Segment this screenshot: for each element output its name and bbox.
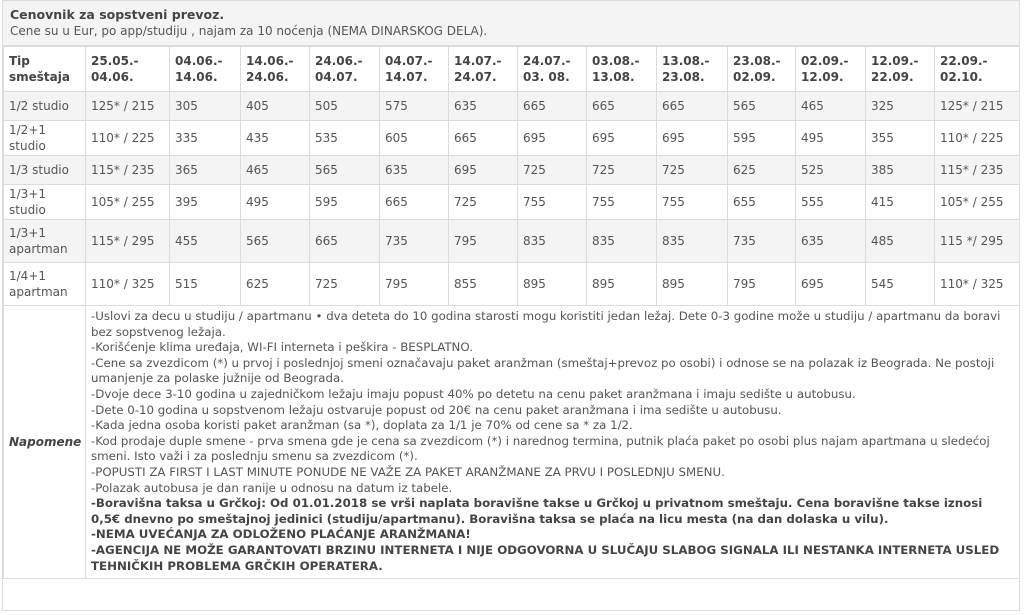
important-note-line: -AGENCIJA NE MOŽE GARANTOVATI BRZINU INTERNETA I NIJE ODGOVORNA U SLUČAJU SLABOG SIGNALA ILI NESTANKA INTERNETA USLED TEHNIČKIH PROBLEMA GRČKIH OPERATERA. — [91, 542, 1000, 573]
price-cell: 535 — [310, 121, 380, 156]
table-row — [4, 121, 1020, 156]
price-cell: 110* / 225 — [935, 121, 1020, 156]
period-header: 14.07.- 24.07. — [449, 47, 518, 92]
price-cell: 625 — [728, 156, 796, 185]
accommodation-type-cell: 1/3+1 studio — [4, 185, 86, 220]
note-line: -Dete 0-10 godina u sopstvenom ležaju ostvaruje popust od 20€ na cenu paket aranžmana i ima sedište u autobusu. — [91, 402, 782, 417]
price-cell: 415 — [866, 185, 935, 220]
price-cell: 525 — [796, 156, 866, 185]
period-header: 24.07.- 03. 08. — [518, 47, 587, 92]
price-cell: 115* / 295 — [86, 220, 170, 263]
price-cell: 695 — [449, 156, 518, 185]
price-cell: 725 — [587, 156, 657, 185]
price-cell: 405 — [241, 92, 310, 121]
notes-label: Napomene — [4, 306, 86, 579]
price-cell: 695 — [796, 263, 866, 306]
period-header: 25.05.- 04.06. — [86, 47, 170, 92]
price-cell: 565 — [728, 92, 796, 121]
note-line: -Korišćenje klima uređaja, WI-FI interneta i peškira - BESPLATNO. — [91, 340, 473, 355]
price-cell: 755 — [587, 185, 657, 220]
price-list-subtitle: Cene su u Eur, po app/studiju , najam za 10 noćenja (NEMA DINARSKOG DELA). — [10, 24, 488, 38]
notes-row — [4, 306, 1020, 579]
price-cell: 665 — [587, 92, 657, 121]
price-cell: 565 — [310, 156, 380, 185]
price-cell: 115* / 235 — [86, 156, 170, 185]
price-cell: 725 — [449, 185, 518, 220]
period-header: 12.09.- 22.09. — [866, 47, 935, 92]
price-cell: 110* / 225 — [86, 121, 170, 156]
price-cell: 725 — [657, 156, 728, 185]
price-cell: 355 — [866, 121, 935, 156]
important-note-line: -Boravišna taksa u Grčkoj: Od 01.01.2018 se vrši naplata boravišne takse u Grčkoj u privatnom smeštaju. Cena boravišne takse iznosi 0,5€ dnevno po smeštajnoj jedinici (studiju/apartmanu). Boravišna taksa se plaća na licu mesta (na dan dolaska u vilu). — [91, 496, 983, 526]
table-body — [4, 92, 1020, 579]
price-cell: 835 — [657, 220, 728, 263]
price-cell: 395 — [170, 185, 241, 220]
price-cell: 695 — [657, 121, 728, 156]
price-cell: 110* / 325 — [86, 263, 170, 306]
price-cell: 385 — [866, 156, 935, 185]
price-cell: 725 — [518, 156, 587, 185]
price-cell: 665 — [380, 185, 449, 220]
price-cell: 895 — [657, 263, 728, 306]
notes-content — [86, 306, 1020, 579]
price-cell: 635 — [449, 92, 518, 121]
price-cell: 795 — [380, 263, 449, 306]
period-header: 13.08.- 23.08. — [657, 47, 728, 92]
price-cell: 755 — [518, 185, 587, 220]
price-cell: 635 — [380, 156, 449, 185]
price-cell: 515 — [170, 263, 241, 306]
price-cell: 665 — [310, 220, 380, 263]
price-table — [3, 46, 1020, 579]
price-cell: 655 — [728, 185, 796, 220]
period-header: 22.09.- 02.10. — [935, 47, 1020, 92]
price-cell: 545 — [866, 263, 935, 306]
price-cell: 735 — [380, 220, 449, 263]
price-cell: 495 — [796, 121, 866, 156]
price-cell: 635 — [796, 220, 866, 263]
period-header: 02.09.- 12.09. — [796, 47, 866, 92]
type-column-header: Tip smeštaja — [4, 47, 86, 92]
period-header: 04.07.- 14.07. — [380, 47, 449, 92]
price-list-header — [3, 1, 1019, 46]
price-cell: 465 — [241, 156, 310, 185]
price-cell: 595 — [310, 185, 380, 220]
note-line: -Polazak autobusa je dan ranije u odnosu na datum iz tabele. — [91, 480, 453, 495]
price-cell: 735 — [728, 220, 796, 263]
price-cell: 495 — [241, 185, 310, 220]
price-cell: 725 — [310, 263, 380, 306]
price-cell: 565 — [241, 220, 310, 263]
price-cell: 695 — [518, 121, 587, 156]
price-cell: 435 — [241, 121, 310, 156]
price-cell: 695 — [587, 121, 657, 156]
price-cell: 855 — [449, 263, 518, 306]
price-cell: 335 — [170, 121, 241, 156]
price-cell: 575 — [380, 92, 449, 121]
price-cell: 115* / 235 — [935, 156, 1020, 185]
period-header: 04.06.- 14.06. — [170, 47, 241, 92]
accommodation-type-cell: 1/3+1 apartman — [4, 220, 86, 263]
price-cell: 105* / 255 — [86, 185, 170, 220]
price-cell: 110* / 325 — [935, 263, 1020, 306]
price-cell: 895 — [518, 263, 587, 306]
price-list-panel — [2, 0, 1020, 611]
price-cell: 505 — [310, 92, 380, 121]
table-row — [4, 263, 1020, 306]
price-cell: 795 — [728, 263, 796, 306]
period-header: 14.06.- 24.06. — [241, 47, 310, 92]
price-cell: 455 — [170, 220, 241, 263]
accommodation-type-cell: 1/2 studio — [4, 92, 86, 121]
note-line: -POPUSTI ZA FIRST I LAST MINUTE PONUDE NE VAŽE ZA PAKET ARANŽMANE ZA PRVU I POSLEDNJU SMENU. — [91, 464, 725, 479]
price-cell: 595 — [728, 121, 796, 156]
price-cell: 835 — [587, 220, 657, 263]
accommodation-type-cell: 1/4+1 apartman — [4, 263, 86, 306]
table-row — [4, 92, 1020, 121]
note-line: -Kada jedna osoba koristi paket aranžman (sa *), doplata za 1/1 je 70% od cene sa * za 1/2. — [91, 418, 633, 433]
price-cell: 555 — [796, 185, 866, 220]
accommodation-type-cell: 1/3 studio — [4, 156, 86, 185]
period-header: 03.08.- 13.08. — [587, 47, 657, 92]
price-cell: 105* / 255 — [935, 185, 1020, 220]
important-note-line: -NEMA UVEĆANJA ZA ODLOŽENO PLAĆANJE ARANŽMANA! — [91, 527, 471, 542]
table-header-row — [4, 47, 1020, 92]
price-cell: 795 — [449, 220, 518, 263]
price-cell: 305 — [170, 92, 241, 121]
price-cell: 625 — [241, 263, 310, 306]
accommodation-type-cell: 1/2+1 studio — [4, 121, 86, 156]
table-row — [4, 156, 1020, 185]
note-line: -Dvoje dece 3-10 godina u zajedničkom ležaju imaju popust 40% po detetu na cenu paket aranžmana i imaju sedište u autobusu. — [91, 386, 856, 401]
period-header: 23.08.- 02.09. — [728, 47, 796, 92]
price-cell: 125* / 215 — [935, 92, 1020, 121]
price-cell: 665 — [657, 92, 728, 121]
period-header: 24.06.- 04.07. — [310, 47, 380, 92]
price-list-title: Cenovnik za sopstveni prevoz. — [10, 7, 225, 22]
price-cell: 485 — [866, 220, 935, 263]
price-cell: 755 — [657, 185, 728, 220]
price-cell: 365 — [170, 156, 241, 185]
price-cell: 605 — [380, 121, 449, 156]
table-row — [4, 220, 1020, 263]
table-row — [4, 185, 1020, 220]
note-line: -Uslovi za decu u studiju / apartmanu • dva deteta do 10 godina starosti mogu koristiti jedan ležaj. Dete 0-3 godine može u studiju / apartmanu da boravi bez sopstvenog ležaja. — [91, 309, 1001, 339]
price-cell: 895 — [587, 263, 657, 306]
price-cell: 665 — [518, 92, 587, 121]
price-cell: 835 — [518, 220, 587, 263]
note-line: -Cene sa zvezdicom (*) u prvoj i poslednjoj smeni označavaju paket aranžman (smeštaj+prevoz po osobi) i odnose se na polazak iz Beograda. Ne postoji umanjenje za polaske južnije od Beograda. — [91, 355, 995, 386]
price-cell: 325 — [866, 92, 935, 121]
price-cell: 115 */ 295 — [935, 220, 1020, 263]
note-line: -Kod prodaje duple smene - prva smena gde je cena sa zvezdicom (*) i narednog termina, putnik plaća paket po osobi plus najam apartmana u sledećoj smeni. Isto važi i za poslednju smenu sa zvezdicom (*). — [91, 433, 990, 464]
price-cell: 665 — [449, 121, 518, 156]
price-cell: 465 — [796, 92, 866, 121]
price-cell: 125* / 215 — [86, 92, 170, 121]
